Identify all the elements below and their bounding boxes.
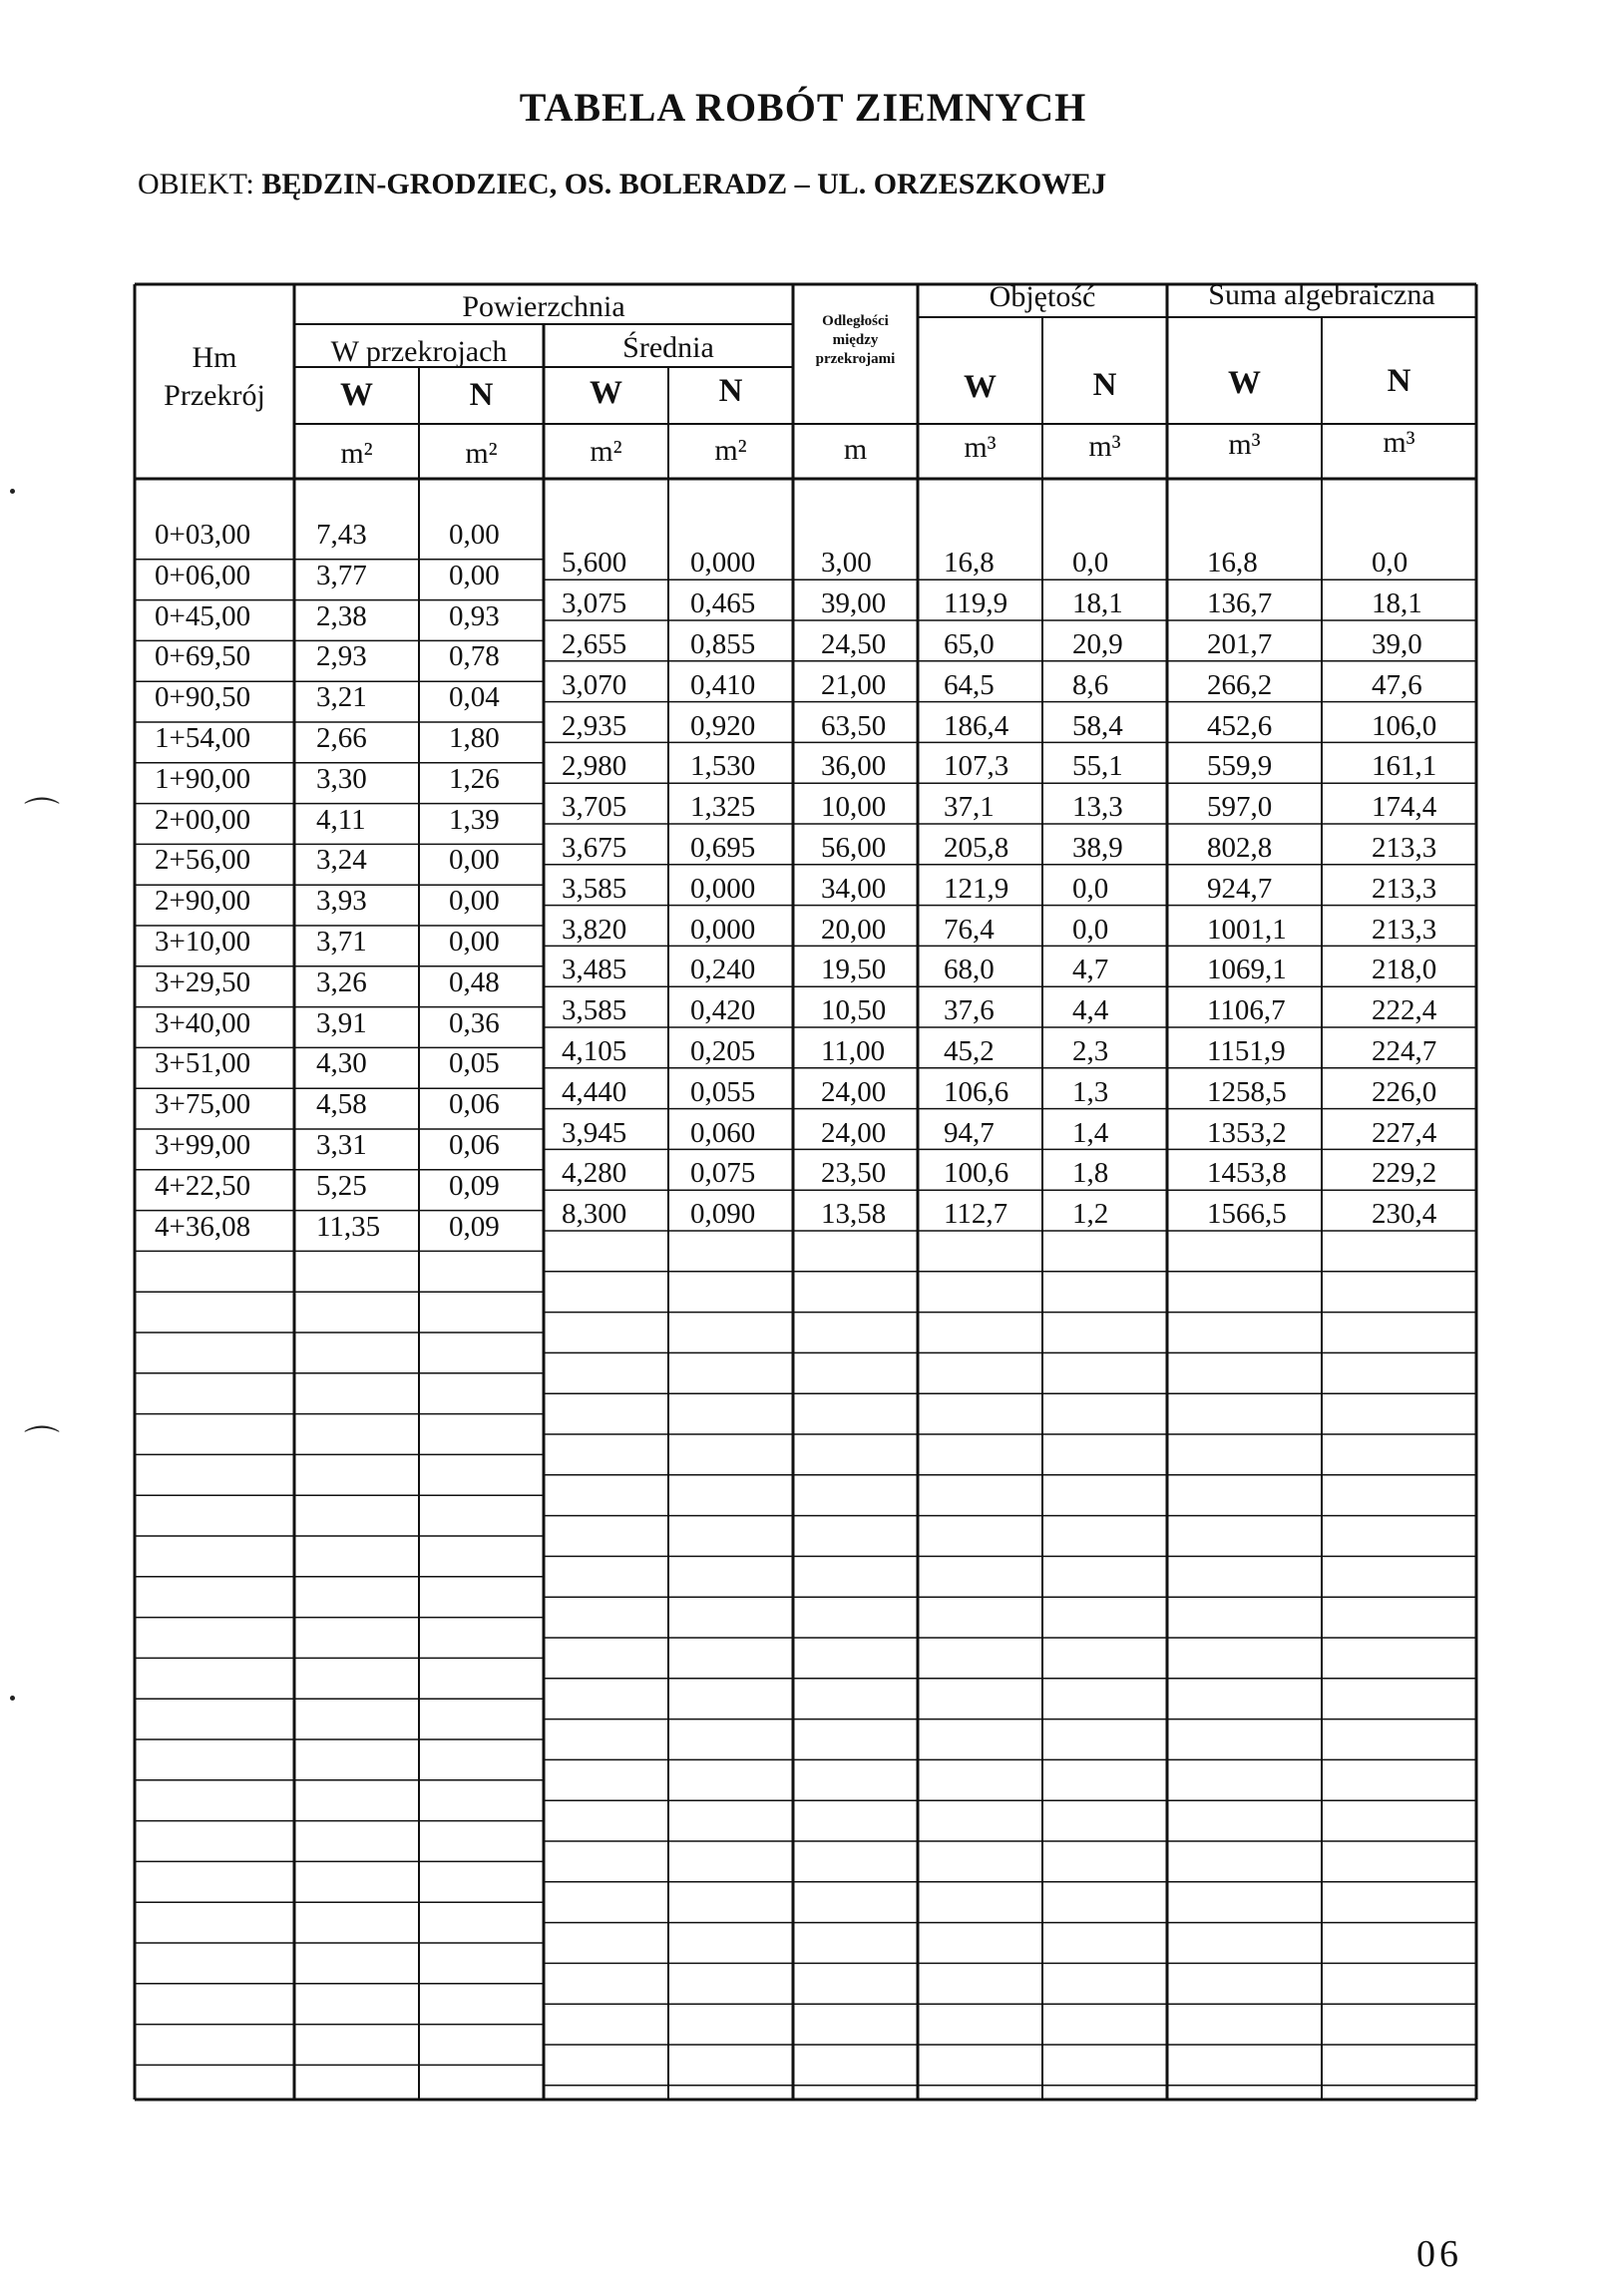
mean-area-n: 0,075 — [690, 1157, 756, 1190]
section-hm: 3+51,00 — [155, 1047, 251, 1080]
section-distance: 24,00 — [821, 1116, 887, 1149]
section-distance: 23,50 — [821, 1157, 887, 1190]
cumulative-w: 1258,5 — [1207, 1075, 1287, 1108]
section-distance: 10,50 — [821, 994, 887, 1027]
section-distance: 36,00 — [821, 750, 887, 783]
section-area-w: 3,21 — [316, 681, 367, 714]
section-distance: 24,00 — [821, 1075, 887, 1108]
section-area-n: 0,09 — [449, 1169, 500, 1202]
object-value: BĘDZIN-GRODZIEC, OS. BOLERADZ – UL. ORZESZKOWEJ — [261, 168, 1107, 200]
section-area-w: 3,91 — [316, 1006, 367, 1039]
mean-area-n: 0,000 — [690, 547, 756, 579]
section-distance: 13,58 — [821, 1198, 887, 1231]
unit-objetosc-n: m³ — [1088, 430, 1121, 463]
section-area-n: 0,00 — [449, 559, 500, 591]
cumulative-n: 230,4 — [1372, 1198, 1437, 1231]
section-distance: 3,00 — [821, 547, 872, 579]
cumulative-w: 1001,1 — [1207, 913, 1287, 946]
section-area-n: 0,06 — [449, 1088, 500, 1121]
header-objetosc-w: W — [964, 369, 997, 405]
cumulative-n: 213,3 — [1372, 913, 1437, 946]
volume-w: 37,6 — [944, 994, 995, 1027]
cumulative-w: 452,6 — [1207, 709, 1273, 742]
volume-n: 58,4 — [1072, 709, 1123, 742]
object-label: OBIEKT: — [138, 168, 254, 200]
header-srednia-w: W — [590, 375, 622, 411]
mean-area-w: 3,485 — [562, 954, 627, 986]
volume-w: 205,8 — [944, 832, 1009, 864]
section-hm: 3+29,50 — [155, 965, 251, 998]
unit-w-przekrojach-w: m² — [340, 437, 373, 470]
section-distance: 39,00 — [821, 587, 887, 620]
mean-area-n: 0,855 — [690, 628, 756, 660]
mean-area-w: 3,585 — [562, 994, 627, 1027]
section-hm: 2+56,00 — [155, 844, 251, 877]
volume-n: 0,0 — [1072, 547, 1109, 579]
volume-n: 38,9 — [1072, 832, 1123, 864]
header-w-przekrojach: W przekrojach — [330, 335, 508, 368]
unit-suma-n: m³ — [1383, 426, 1415, 459]
cumulative-w: 1151,9 — [1207, 1035, 1286, 1067]
section-area-w: 4,11 — [316, 803, 366, 836]
section-area-w: 11,35 — [316, 1210, 381, 1243]
cumulative-w: 1353,2 — [1207, 1116, 1287, 1149]
mean-area-w: 3,945 — [562, 1116, 627, 1149]
section-hm: 3+10,00 — [155, 926, 251, 957]
volume-w: 45,2 — [944, 1035, 995, 1067]
section-area-n: 0,00 — [449, 926, 500, 957]
mean-area-w: 4,280 — [562, 1157, 627, 1190]
section-area-w: 4,30 — [316, 1047, 367, 1080]
mean-area-n: 0,205 — [690, 1035, 756, 1067]
section-area-n: 0,00 — [449, 844, 500, 877]
cumulative-w: 136,7 — [1207, 587, 1273, 620]
header-odleglosci-line3: przekrojami — [815, 350, 896, 367]
section-distance: 21,00 — [821, 668, 887, 701]
volume-w: 37,1 — [944, 791, 995, 824]
volume-n: 55,1 — [1072, 750, 1123, 783]
section-hm: 4+22,50 — [155, 1169, 251, 1202]
section-area-n: 0,48 — [449, 965, 500, 998]
section-hm: 0+90,50 — [155, 681, 251, 714]
mean-area-n: 1,325 — [690, 791, 756, 824]
mean-area-n: 0,055 — [690, 1075, 756, 1108]
section-area-n: 1,39 — [449, 803, 500, 836]
section-area-n: 0,78 — [449, 640, 500, 673]
cumulative-n: 213,3 — [1372, 832, 1437, 864]
mean-area-n: 1,530 — [690, 750, 756, 783]
volume-w: 121,9 — [944, 872, 1009, 905]
section-hm: 0+06,00 — [155, 559, 251, 591]
header-suma: Suma algebraiczna — [1208, 278, 1435, 311]
volume-n: 4,7 — [1072, 954, 1109, 986]
cumulative-w: 201,7 — [1207, 628, 1273, 660]
volume-w: 65,0 — [944, 628, 995, 660]
volume-w: 119,9 — [944, 587, 1008, 620]
section-area-n: 0,00 — [449, 519, 500, 551]
unit-srednia-n: m² — [714, 434, 747, 467]
cumulative-n: 18,1 — [1372, 587, 1422, 620]
section-area-w: 3,30 — [316, 762, 367, 795]
unit-odleglosci: m — [843, 433, 868, 466]
section-area-w: 3,93 — [316, 885, 367, 918]
cumulative-w: 597,0 — [1207, 791, 1273, 824]
section-distance: 11,00 — [821, 1035, 886, 1067]
unit-srednia-w: m² — [590, 435, 622, 468]
cumulative-w: 1566,5 — [1207, 1198, 1287, 1231]
cumulative-n: 39,0 — [1372, 628, 1422, 660]
section-area-w: 4,58 — [316, 1088, 367, 1121]
mean-area-w: 3,070 — [562, 668, 627, 701]
section-distance: 34,00 — [821, 872, 887, 905]
section-area-w: 3,26 — [316, 965, 367, 998]
section-distance: 20,00 — [821, 913, 887, 946]
section-distance: 19,50 — [821, 954, 887, 986]
section-area-w: 2,38 — [316, 599, 367, 632]
mean-area-n: 0,240 — [690, 954, 756, 986]
mean-area-n: 0,695 — [690, 832, 756, 864]
section-hm: 3+40,00 — [155, 1006, 251, 1039]
section-area-n: 0,05 — [449, 1047, 500, 1080]
volume-n: 0,0 — [1072, 872, 1109, 905]
volume-n: 1,3 — [1072, 1075, 1109, 1108]
volume-n: 18,1 — [1072, 587, 1123, 620]
section-distance: 24,50 — [821, 628, 887, 660]
volume-n: 1,4 — [1072, 1116, 1109, 1149]
mean-area-n: 0,465 — [690, 587, 756, 620]
cumulative-w: 16,8 — [1207, 547, 1258, 579]
volume-w: 76,4 — [944, 913, 995, 946]
unit-suma-w: m³ — [1228, 428, 1261, 461]
mean-area-n: 0,920 — [690, 709, 756, 742]
section-area-n: 1,26 — [449, 762, 500, 795]
volume-n: 8,6 — [1072, 668, 1109, 701]
section-area-n: 1,80 — [449, 722, 500, 754]
page-number: 06 — [1416, 2233, 1462, 2275]
volume-n: 4,4 — [1072, 994, 1109, 1027]
volume-n: 1,8 — [1072, 1157, 1109, 1190]
volume-w: 68,0 — [944, 954, 995, 986]
section-hm: 0+03,00 — [155, 519, 251, 551]
header-hm — [135, 339, 294, 415]
cumulative-n: 224,7 — [1372, 1035, 1437, 1067]
section-area-w: 2,66 — [316, 722, 367, 754]
unit-w-przekrojach-n: m² — [465, 437, 498, 470]
cumulative-w: 924,7 — [1207, 872, 1273, 905]
mean-area-n: 0,410 — [690, 668, 756, 701]
cumulative-n: 227,4 — [1372, 1116, 1437, 1149]
mean-area-w: 3,820 — [562, 913, 627, 946]
mean-area-n: 0,420 — [690, 994, 756, 1027]
volume-n: 13,3 — [1072, 791, 1123, 824]
cumulative-w: 1069,1 — [1207, 954, 1287, 986]
mean-area-n: 0,000 — [690, 913, 756, 946]
margin-mark-top: ⌒ — [24, 796, 61, 836]
volume-w: 16,8 — [944, 547, 995, 579]
volume-w: 106,6 — [944, 1075, 1009, 1108]
section-area-n: 0,00 — [449, 885, 500, 918]
volume-w: 107,3 — [944, 750, 1009, 783]
margin-dot — [10, 489, 15, 494]
header-suma-n: N — [1387, 363, 1411, 399]
volume-n: 20,9 — [1072, 628, 1123, 660]
section-area-n: 0,93 — [449, 599, 500, 632]
cumulative-n: 229,2 — [1372, 1157, 1437, 1190]
cumulative-n: 174,4 — [1372, 791, 1437, 824]
volume-n: 2,3 — [1072, 1035, 1109, 1067]
cumulative-n: 161,1 — [1372, 750, 1437, 783]
section-area-n: 0,36 — [449, 1006, 500, 1039]
mean-area-w: 3,705 — [562, 791, 627, 824]
cumulative-n: 226,0 — [1372, 1075, 1437, 1108]
cumulative-w: 1106,7 — [1207, 994, 1286, 1027]
mean-area-w: 2,935 — [562, 709, 627, 742]
section-hm: 3+75,00 — [155, 1088, 251, 1121]
section-hm: 1+90,00 — [155, 762, 251, 795]
header-objetosc: Objętość — [989, 280, 1096, 313]
cumulative-n: 47,6 — [1372, 668, 1422, 701]
header-hm-line2: Przekrój — [164, 379, 265, 412]
header-srednia: Średnia — [622, 331, 714, 364]
volume-w: 186,4 — [944, 709, 1009, 742]
header-w-przekrojach-w: W — [340, 377, 373, 413]
unit-objetosc-w: m³ — [964, 431, 997, 464]
margin-mark-bottom: ⌒ — [24, 1424, 61, 1464]
section-area-w: 2,93 — [316, 640, 367, 673]
mean-area-w: 4,440 — [562, 1075, 627, 1108]
section-distance: 56,00 — [821, 832, 887, 864]
cumulative-n: 218,0 — [1372, 954, 1437, 986]
cumulative-n: 213,3 — [1372, 872, 1437, 905]
header-odleglosci-line2: między — [832, 331, 879, 348]
cumulative-w: 802,8 — [1207, 832, 1273, 864]
volume-w: 94,7 — [944, 1116, 995, 1149]
page-title: TABELA ROBÓT ZIEMNYCH — [519, 85, 1087, 130]
section-hm: 1+54,00 — [155, 722, 251, 754]
section-hm: 3+99,00 — [155, 1129, 251, 1161]
mean-area-w: 3,675 — [562, 832, 627, 864]
section-area-w: 3,77 — [316, 559, 367, 591]
mean-area-w: 8,300 — [562, 1198, 627, 1231]
header-hm-line1: Hm — [192, 341, 237, 374]
section-area-w: 3,71 — [316, 926, 367, 957]
header-w-przekrojach-n: N — [469, 377, 494, 413]
cumulative-w: 266,2 — [1207, 668, 1273, 701]
section-area-w: 3,24 — [316, 844, 367, 877]
header-odleglosci-line1: Odległości — [822, 313, 889, 329]
section-hm: 2+90,00 — [155, 885, 251, 918]
mean-area-n: 0,060 — [690, 1116, 756, 1149]
section-hm: 0+45,00 — [155, 599, 251, 632]
section-hm: 4+36,08 — [155, 1210, 251, 1243]
section-area-w: 7,43 — [316, 519, 367, 551]
cumulative-n: 222,4 — [1372, 994, 1437, 1027]
cumulative-n: 106,0 — [1372, 709, 1437, 742]
header-srednia-n: N — [718, 373, 743, 409]
section-area-w: 3,31 — [316, 1129, 367, 1161]
cumulative-n: 0,0 — [1372, 547, 1408, 579]
mean-area-w: 3,075 — [562, 587, 627, 620]
volume-w: 64,5 — [944, 668, 995, 701]
cumulative-w: 559,9 — [1207, 750, 1273, 783]
section-area-n: 0,04 — [449, 681, 500, 714]
header-odleglosci — [793, 312, 918, 368]
mean-area-w: 2,655 — [562, 628, 627, 660]
section-distance: 10,00 — [821, 791, 887, 824]
header-powierzchnia: Powierzchnia — [462, 290, 625, 323]
section-area-w: 5,25 — [316, 1169, 367, 1202]
volume-n: 0,0 — [1072, 913, 1109, 946]
section-hm: 0+69,50 — [155, 640, 251, 673]
mean-area-w: 4,105 — [562, 1035, 627, 1067]
mean-area-w: 5,600 — [562, 547, 627, 579]
header-suma-w: W — [1228, 365, 1261, 401]
volume-w: 100,6 — [944, 1157, 1009, 1190]
mean-area-w: 2,980 — [562, 750, 627, 783]
section-distance: 63,50 — [821, 709, 887, 742]
cumulative-w: 1453,8 — [1207, 1157, 1287, 1190]
mean-area-n: 0,090 — [690, 1198, 756, 1231]
header-objetosc-n: N — [1092, 367, 1117, 403]
volume-n: 1,2 — [1072, 1198, 1109, 1231]
section-area-n: 0,06 — [449, 1129, 500, 1161]
mean-area-w: 3,585 — [562, 872, 627, 905]
section-area-n: 0,09 — [449, 1210, 500, 1243]
margin-dot — [10, 1696, 15, 1701]
mean-area-n: 0,000 — [690, 872, 756, 905]
section-hm: 2+00,00 — [155, 803, 251, 836]
volume-w: 112,7 — [944, 1198, 1008, 1231]
